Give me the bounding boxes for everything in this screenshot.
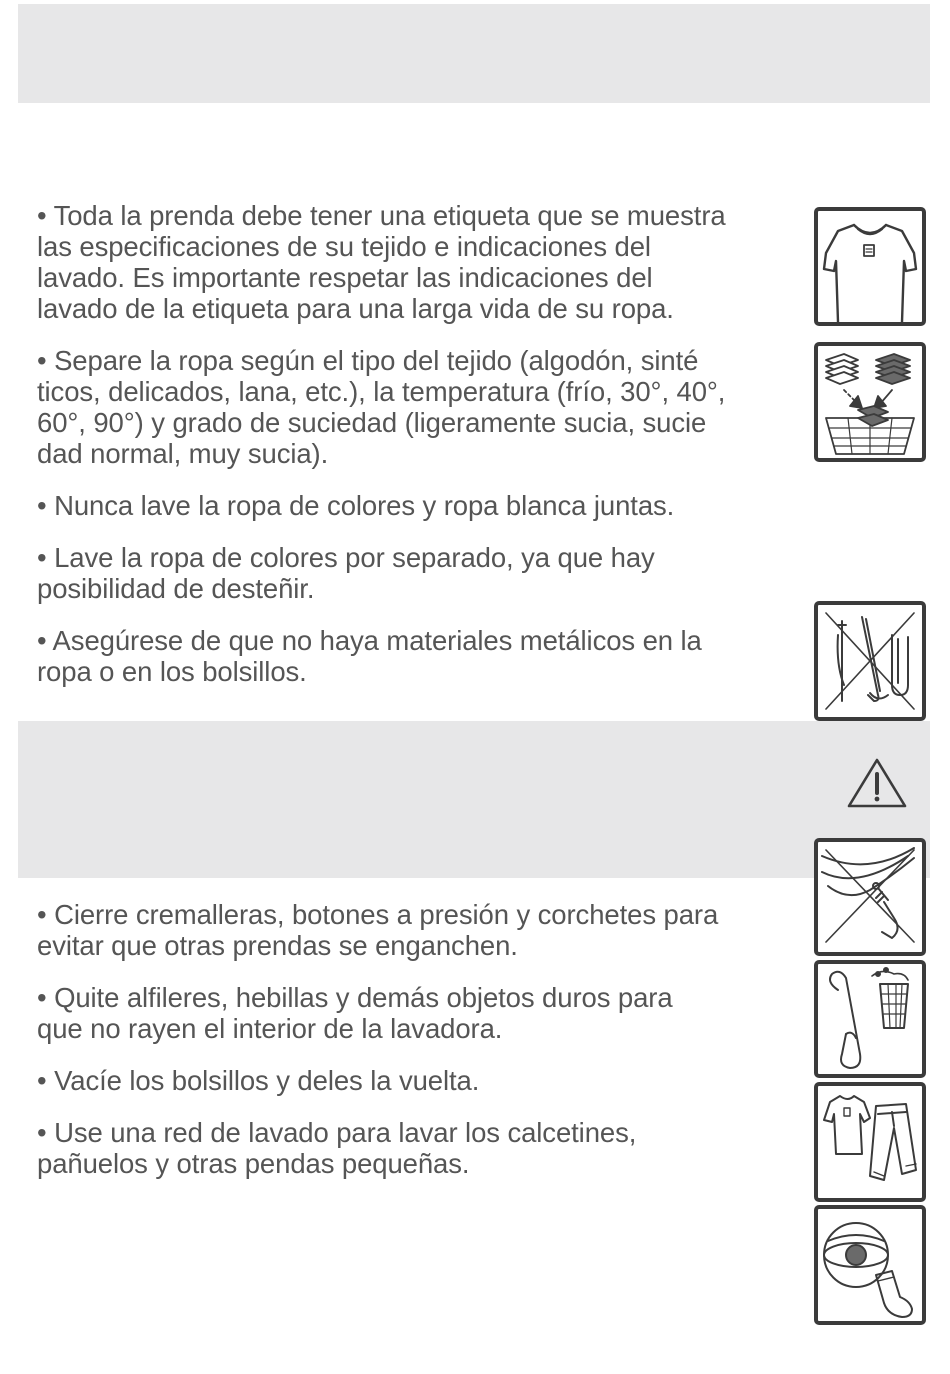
paragraph-sort-laundry <box>37 345 725 469</box>
text-line: evitar que otras prendas se enganchen. <box>37 930 518 961</box>
text-line: • Lave la ropa de colores por separado, ya que hay <box>37 542 655 573</box>
header-band <box>18 4 930 103</box>
text-line: • Asegúrese de que no haya materiales metálicos en la <box>37 625 702 656</box>
paragraph-clothing-label <box>37 200 726 324</box>
paragraph-separate-colors <box>37 490 674 521</box>
text-line: • Toda la prenda debe tener una etiqueta que se muestra <box>37 200 726 231</box>
text-line: 60°, 90°) y grado de suciedad (ligeramente sucia, sucie <box>37 407 707 438</box>
section-band <box>18 721 930 878</box>
no-metal-objects-icon <box>814 601 926 721</box>
clothes-icon <box>814 1082 926 1202</box>
paragraph-remove-pins <box>37 982 673 1044</box>
text-line: ropa o en los bolsillos. <box>37 656 307 687</box>
shirt-label-icon <box>814 207 926 326</box>
text-line: • Quite alfileres, hebillas y demás objetos duros para <box>37 982 673 1013</box>
paragraph-color-bleed <box>37 542 655 604</box>
text-line: ticos, delicados, lana, etc.), la temperatura (frío, 30°, 40°, <box>37 376 726 407</box>
text-line: • Nunca lave la ropa de colores y ropa blanca juntas. <box>37 490 675 521</box>
text-line: dad normal, muy sucia). <box>37 438 329 469</box>
text-line: • Vacíe los bolsillos y deles la vuelta. <box>37 1065 480 1096</box>
paragraph-wash-net <box>37 1117 636 1179</box>
hook-and-net-icon <box>814 960 926 1078</box>
text-line: • Separe la ropa según el tipo del tejido (algodón, sinté <box>37 345 699 376</box>
text-line: lavado. Es importante respetar las indicaciones del <box>37 262 653 293</box>
text-line: las especificaciones de su tejido e indicaciones del <box>37 231 651 262</box>
sort-laundry-basket-icon <box>814 342 926 462</box>
wash-ball-sock-icon <box>814 1205 926 1325</box>
text-line: que no rayen el interior de la lavadora. <box>37 1013 503 1044</box>
zipper-icon <box>814 838 926 956</box>
text-line: • Use una red de lavado para lavar los calcetines, <box>37 1117 637 1148</box>
paragraph-close-zippers <box>37 899 718 961</box>
text-line: • Cierre cremalleras, botones a presión y corchetes para <box>37 899 719 930</box>
text-line: posibilidad de desteñir. <box>37 573 315 604</box>
paragraph-metal-objects <box>37 625 702 687</box>
text-line: lavado de la etiqueta para una larga vida de su ropa. <box>37 293 674 324</box>
text-line: pañuelos y otras pendas pequeñas. <box>37 1148 470 1179</box>
warning-triangle-icon <box>846 757 908 809</box>
paragraph-empty-pockets <box>37 1065 479 1096</box>
